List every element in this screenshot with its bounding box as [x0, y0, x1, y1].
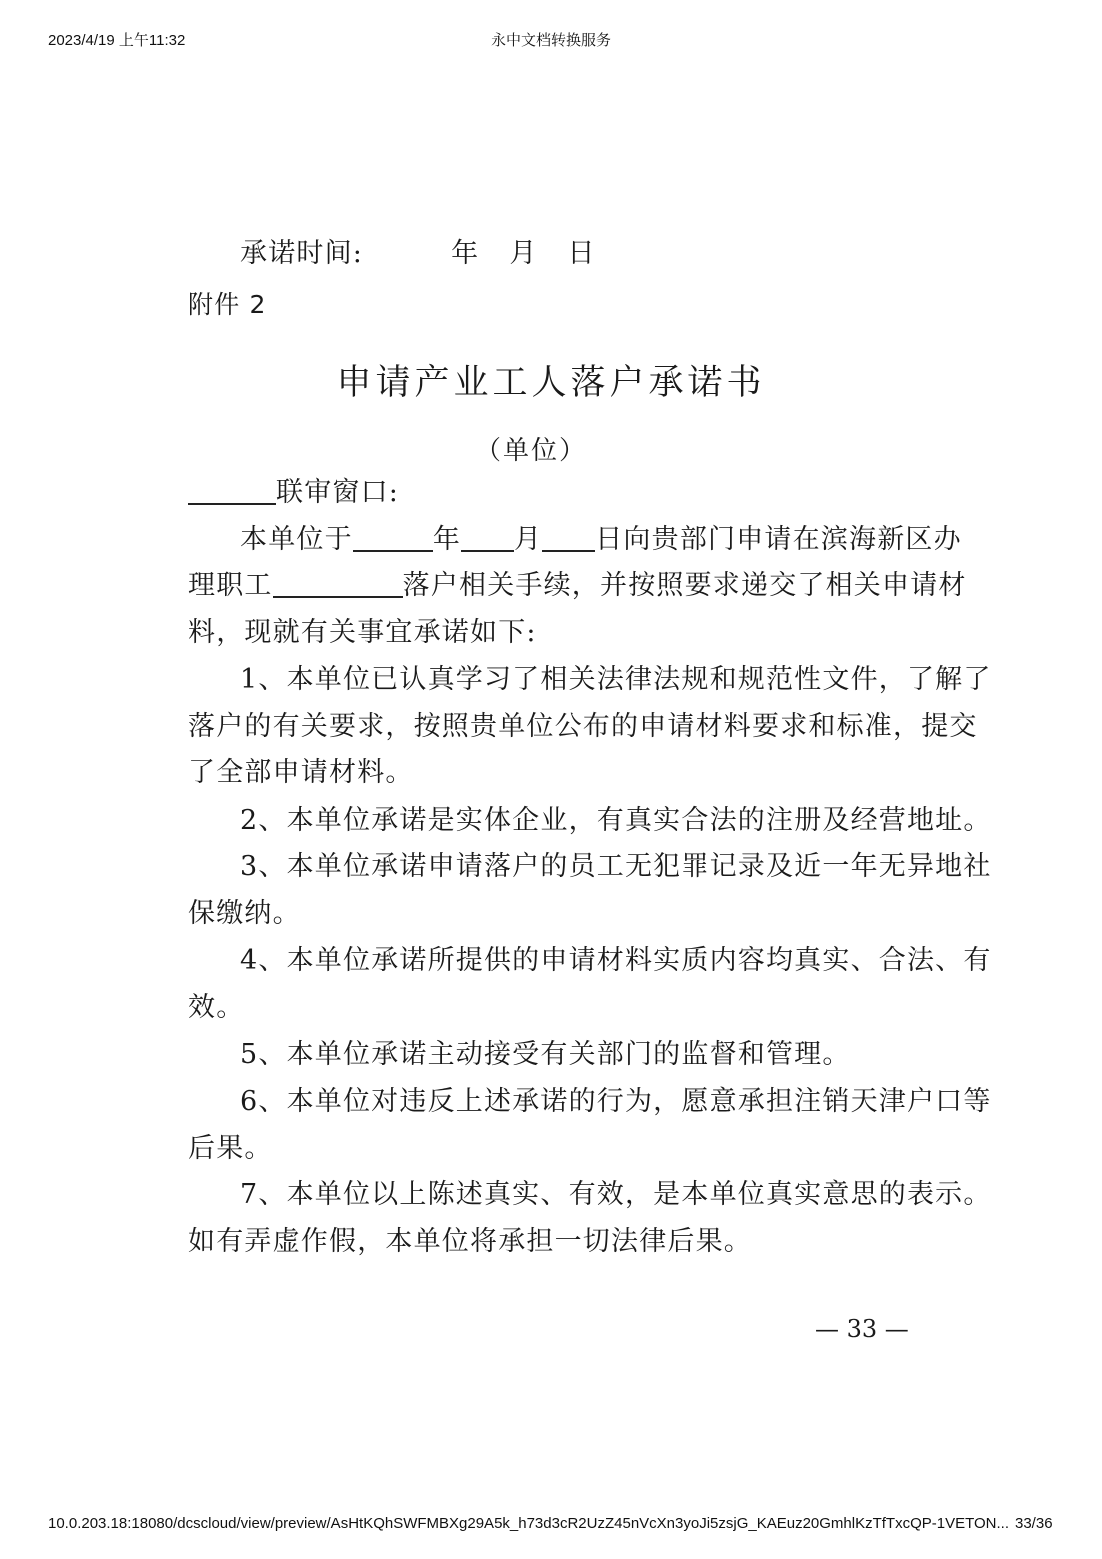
- intro-text: 本单位于: [240, 524, 353, 555]
- recipient-blank: [188, 477, 276, 505]
- document-title: 申请产业工人落户承诺书: [336, 363, 766, 403]
- commit-time-label: 承诺时间:: [240, 238, 364, 269]
- print-datetime: 2023/4/19 上午11:32: [48, 32, 186, 49]
- month-blank: [461, 524, 514, 552]
- item-7-line-1: 7、本单位以上陈述真实、有效，是本单位真实意思的表示。: [240, 1179, 992, 1210]
- recipient-label: 联审窗口:: [276, 477, 400, 508]
- item-1-line-3: 了全部申请材料。: [188, 757, 414, 788]
- print-page-count: 33/36: [1015, 1515, 1053, 1532]
- item-6-line-2: 后果。: [188, 1133, 273, 1164]
- item-4-line-2: 效。: [188, 992, 245, 1023]
- recipient-line: [188, 476, 399, 510]
- item-4-line-1: 4、本单位承诺所提供的申请材料实质内容均真实、合法、有: [240, 945, 992, 976]
- item-3-line-1: 3、本单位承诺申请落户的员工无犯罪记录及近一年无异地社: [240, 851, 992, 882]
- document-subtitle: （单位）: [474, 436, 587, 466]
- commit-day: 日: [567, 238, 596, 269]
- intro-year: 年: [432, 524, 462, 555]
- page-number: — 33 —: [815, 1315, 909, 1343]
- attachment-label: 附件 2: [188, 290, 267, 319]
- commit-time-line: [240, 237, 596, 271]
- year-blank: [353, 524, 433, 552]
- commit-year: 年: [451, 238, 480, 269]
- intro-month: 月: [514, 524, 543, 555]
- item-7-line-2: 如有弄虚作假，本单位将承担一切法律后果。: [188, 1226, 752, 1257]
- employee-blank: [273, 570, 403, 598]
- intro-text: 日向贵部门申请在滨海新区办: [595, 524, 962, 555]
- item-3-line-2: 保缴纳。: [188, 898, 301, 929]
- intro-line-1: [240, 523, 962, 557]
- print-url: 10.0.203.18:18080/dcscloud/view/preview/AsHtKQhSWFMBXg29A5k_h73d3cR2UzZ45nVcXn3yoJi5zsjG_KAEuz20GmhlKzTfTxcQP-1VETON...: [48, 1515, 1010, 1532]
- intro-line-3: 料，现就有关事宜承诺如下:: [188, 617, 537, 648]
- item-1-line-1: 1、本单位已认真学习了相关法律法规和规范性文件，了解了: [240, 664, 992, 695]
- day-blank: [542, 524, 595, 552]
- item-2-line-1: 2、本单位承诺是实体企业，有真实合法的注册及经营地址。: [240, 805, 992, 836]
- commit-month: 月: [509, 238, 538, 269]
- item-5-line-1: 5、本单位承诺主动接受有关部门的监督和管理。: [240, 1039, 851, 1070]
- item-6-line-1: 6、本单位对违反上述承诺的行为，愿意承担注销天津户口等: [240, 1086, 992, 1117]
- print-service-title: 永中文档转换服务: [490, 32, 611, 49]
- intro-text: 理职工: [188, 570, 273, 601]
- item-1-line-2: 落户的有关要求，按照贵单位公布的申请材料要求和标准，提交: [188, 711, 978, 742]
- intro-text: 落户相关手续，并按照要求递交了相关申请材: [402, 570, 967, 601]
- intro-line-2: [188, 569, 967, 603]
